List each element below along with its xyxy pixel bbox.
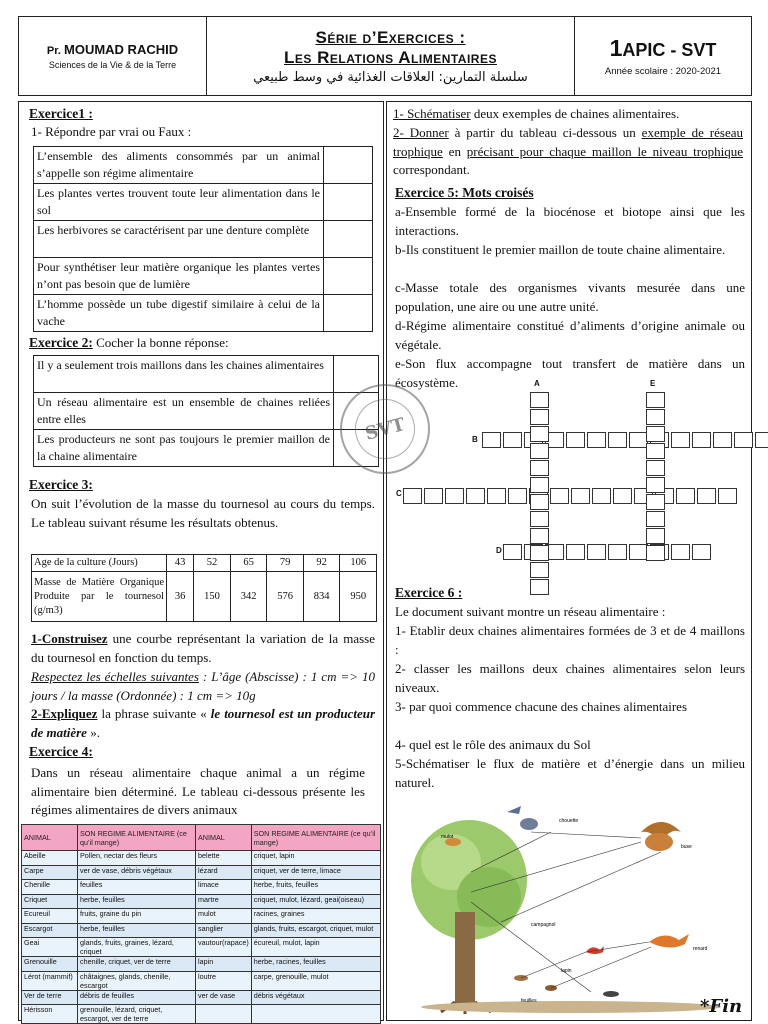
table-row: Abeille Pollen, nectar des fleurs belette criquet, lapin bbox=[22, 851, 381, 866]
answer-cell[interactable] bbox=[324, 258, 373, 295]
page-subtitle: Les Relations Alimentaires bbox=[284, 47, 497, 67]
table-row: Un réseau alimentaire est un ensemble de chaines reliées entre elles bbox=[34, 393, 379, 430]
table-row: Ver de terre débris de feuilles ver de vase débris végétaux bbox=[22, 990, 381, 1005]
arabic-title: سلسلة التمارين: العلاقات الغذائية في وسط طبيعي bbox=[253, 69, 528, 85]
crossword-cell[interactable] bbox=[671, 432, 690, 448]
answer-cell[interactable] bbox=[324, 295, 373, 332]
crossword-cell[interactable] bbox=[646, 460, 665, 476]
diagram-label: buse bbox=[681, 844, 692, 850]
table-row: Il y a seulement trois maillons dans les chaines alimentaires bbox=[34, 356, 379, 393]
table-row: Hérisson grenouille, lézard, criquet, escargot, ver de terre bbox=[22, 1005, 381, 1024]
left-column bbox=[18, 101, 384, 1021]
crossword-cell[interactable] bbox=[587, 544, 606, 560]
table-row: Les herbivores se caractérisent par une denture complète bbox=[34, 221, 373, 258]
crossword-cell[interactable] bbox=[646, 477, 665, 493]
ex3-title: Exercice 3: bbox=[29, 477, 93, 492]
table-row: Criquet herbe, feuilles martre criquet, mulot, lézard, geai(oiseau) bbox=[22, 894, 381, 909]
diagram-label: mulot bbox=[441, 834, 454, 840]
table-row: Chenille feuilles limace herbe, fruits, feuilles bbox=[22, 880, 381, 895]
ex6-intro: Le document suivant montre un réseau alimentaire : bbox=[395, 604, 666, 619]
ex6-q2: 2- classer les maillons deux chaines alimentaires selon leurs niveaux. bbox=[395, 661, 745, 695]
crossword-cell[interactable] bbox=[692, 432, 711, 448]
table-row: Lérot (mammif) châtaignes, glands, chenille, escargot loutre carpe, grenouille, mulot bbox=[22, 971, 381, 990]
tree-trunk-icon bbox=[455, 912, 475, 1004]
table-row: Ecureuil fruits, graine du pin mulot racines, graines bbox=[22, 909, 381, 924]
answer-cell[interactable] bbox=[324, 147, 373, 184]
ex1-title: Exercice1 : bbox=[29, 106, 93, 121]
crossword-letter-a: A bbox=[534, 379, 540, 388]
ex5-title: Exercice 5: Mots croisés bbox=[395, 185, 534, 200]
crossword-cell[interactable] bbox=[530, 511, 549, 527]
crossword-cell[interactable] bbox=[530, 477, 549, 493]
school-year: Année scolaire : 2020-2021 bbox=[604, 66, 722, 77]
level-label: 1APIC - SVT bbox=[609, 35, 717, 61]
crossword-cell[interactable] bbox=[646, 494, 665, 510]
ex3-scale: Respectez les échelles suivantes : L’âge (Abscisse) : 1 cm => 10 jours / la masse (Ordonnée) : 1 cm => 10g bbox=[31, 669, 376, 703]
ex4-title: Exercice 4: bbox=[29, 744, 93, 759]
crossword-cell[interactable] bbox=[530, 579, 549, 595]
fin-label: *Fin bbox=[700, 996, 743, 1017]
author-name: Pr. MOUMAD RACHID bbox=[46, 42, 179, 57]
crossword-cell[interactable] bbox=[566, 432, 585, 448]
diagram-label: renard bbox=[693, 946, 708, 952]
crossword-cell[interactable] bbox=[676, 488, 695, 504]
ex3-intro: On suit l’évolution de la masse du tournesol au cours du temps. Le tableau suivant résume les résultats obtenus. bbox=[31, 496, 375, 530]
crossword-letter-b: B bbox=[472, 435, 478, 444]
ex1-instruction: 1- Répondre par vrai ou Faux : bbox=[31, 124, 192, 139]
crossword-cell[interactable] bbox=[671, 544, 690, 560]
ex5-item-d: d-Régime alimentaire constitué d’aliments d’origine animale ou végétale. bbox=[395, 318, 745, 352]
crossword-cell[interactable] bbox=[592, 488, 611, 504]
crossword-cell[interactable] bbox=[530, 443, 549, 459]
ex6-q4: 4- quel est le rôle des animaux du Sol bbox=[395, 737, 591, 752]
title-block bbox=[207, 17, 575, 95]
crossword-cell[interactable] bbox=[755, 432, 768, 448]
crossword-cell[interactable] bbox=[646, 392, 665, 408]
ex3-question1: 1-Construisez une courbe représentant la variation de la masse du tournesol en fonction du temps. bbox=[31, 631, 375, 665]
crossword-cell[interactable] bbox=[508, 488, 527, 504]
crossword-cell[interactable] bbox=[466, 488, 485, 504]
ex5-item-c: c-Masse totale des organismes vivants mesurée dans une population, une aire ou une autre unité. bbox=[395, 280, 745, 314]
crossword-cell[interactable] bbox=[530, 460, 549, 476]
crossword-cell[interactable] bbox=[403, 488, 422, 504]
answer-cell[interactable] bbox=[324, 184, 373, 221]
crossword-cell[interactable] bbox=[718, 488, 737, 504]
ex6-q5: 5-Schématiser le flux de matière et d’énergie dans un milieu naturel. bbox=[395, 756, 745, 790]
crossword-cell[interactable] bbox=[530, 545, 549, 561]
crossword-cell[interactable] bbox=[530, 494, 549, 510]
diagram-label: feuilles bbox=[521, 998, 537, 1004]
ex2-table bbox=[33, 355, 379, 467]
answer-cell[interactable] bbox=[324, 221, 373, 258]
crossword-cell[interactable] bbox=[646, 409, 665, 425]
crossword-cell[interactable] bbox=[587, 432, 606, 448]
ex4-question2: 2- Donner à partir du tableau ci-dessous un exemple de réseau trophique en précisant pour chaque maillon le niveau trophique correspondant. bbox=[393, 125, 743, 177]
crossword-cell[interactable] bbox=[646, 545, 665, 561]
ex2-heading: Exercice 2: Cocher la bonne réponse: bbox=[29, 335, 229, 350]
ex4-intro: Dans un réseau alimentaire chaque animal a un régime alimentaire bien déterminé. Le tableau ci-dessous présente les régimes alimentaires de divers animaux bbox=[31, 765, 365, 817]
ex3-question2: 2-Expliquez la phrase suivante « le tournesol est un producteur de matière ». bbox=[31, 706, 375, 740]
diagram-label: lapin bbox=[561, 968, 572, 974]
crossword-cell[interactable] bbox=[646, 511, 665, 527]
ex6-q1: 1- Etablir deux chaines alimentaires formées de 3 et de 4 maillons : bbox=[395, 623, 745, 657]
crossword-grid bbox=[387, 102, 753, 602]
table-row: L’homme possède un tube digestif similaire à celui de la vache bbox=[34, 295, 373, 332]
crossword-cell[interactable] bbox=[713, 432, 732, 448]
food-web-illustration bbox=[411, 802, 721, 1014]
crossword-cell[interactable] bbox=[608, 432, 627, 448]
page-title: Série d’Exercices : bbox=[315, 27, 466, 47]
ex5-item-b: b-Ils constituent le premier maillon de toute chaine alimentaire. bbox=[395, 242, 726, 257]
crossword-cell[interactable] bbox=[530, 562, 549, 578]
crossword-cell[interactable] bbox=[487, 488, 506, 504]
crossword-cell[interactable] bbox=[608, 544, 627, 560]
school-stamp: SVT bbox=[340, 384, 430, 474]
table-row: Masse de Matière Organique Produite par le tournesol (g/m3) 36 150 342 576 834 950 bbox=[32, 572, 377, 622]
crossword-cell[interactable] bbox=[697, 488, 716, 504]
table-row: Pour synthétiser leur matière organique les plantes vertes n’ont pas besoin que de lumière bbox=[34, 258, 373, 295]
table-row: Age de la culture (Jours) 43 52 65 79 92 106 bbox=[32, 555, 377, 572]
right-column bbox=[386, 101, 752, 1021]
crossword-cell[interactable] bbox=[530, 426, 549, 442]
crossword-cell[interactable] bbox=[445, 488, 464, 504]
ex4-question1: 1- Schématiser deux exemples de chaines alimentaires. bbox=[393, 106, 680, 121]
table-row: Carpe ver de vase, débris végétaux lézard criquet, ver de terre, limace bbox=[22, 865, 381, 880]
crossword-cell[interactable] bbox=[503, 544, 522, 560]
crossword-letter-d: D bbox=[496, 546, 502, 555]
header bbox=[18, 16, 752, 96]
diagram-label: chouette bbox=[559, 818, 579, 824]
crossword-cell[interactable] bbox=[646, 528, 665, 544]
ex4-regime-table bbox=[21, 824, 381, 1024]
crossword-cell[interactable] bbox=[613, 488, 632, 504]
ex6-q3: 3- par quoi commence chacune des chaines alimentaires bbox=[395, 699, 688, 714]
crossword-letter-e: E bbox=[650, 379, 656, 388]
subject-label: Sciences de la Vie & de la Terre bbox=[48, 60, 177, 70]
table-row: Escargot herbe, feuilles sanglier glands, fruits, escargot, criquet, mulot bbox=[22, 923, 381, 938]
crossword-cell[interactable] bbox=[734, 432, 753, 448]
crossword-cell[interactable] bbox=[571, 488, 590, 504]
level-block bbox=[575, 17, 751, 95]
crossword-cell[interactable] bbox=[646, 443, 665, 459]
table-row: Geai glands, fruits, graines, lézard, criquet vautour(rapace) écureuil, mulot, lapin bbox=[22, 938, 381, 957]
crossword-cell[interactable] bbox=[530, 528, 549, 544]
ex1-table bbox=[33, 146, 373, 332]
crossword-cell[interactable] bbox=[566, 544, 585, 560]
crossword-cell[interactable] bbox=[482, 432, 501, 448]
crossword-cell[interactable] bbox=[530, 392, 549, 408]
ex3-table bbox=[31, 554, 377, 622]
crossword-cell[interactable] bbox=[424, 488, 443, 504]
table-row: Grenouille chenille, criquet, ver de terre lapin herbe, racines, feuilles bbox=[22, 957, 381, 972]
ex6-title: Exercice 6 : bbox=[395, 585, 463, 600]
crossword-cell[interactable] bbox=[550, 488, 569, 504]
crossword-letter-c: C bbox=[396, 489, 402, 498]
crossword-cell[interactable] bbox=[503, 432, 522, 448]
author-block bbox=[19, 17, 207, 95]
table-row: L’ensemble des aliments consommés par un animal s’appelle son régime alimentaire bbox=[34, 147, 373, 184]
table-row: Les plantes vertes trouvent toute leur alimentation dans le sol bbox=[34, 184, 373, 221]
ex5-item-e: e-Son flux accompagne tout transfert de matière dans un écosystème. bbox=[395, 356, 745, 390]
table-header: ANIMAL SON REGIME ALIMENTAIRE (ce qu’il mange) ANIMAL SON REGIME ALIMENTAIRE (ce qu’il mange) bbox=[22, 825, 381, 851]
crossword-cell[interactable] bbox=[692, 544, 711, 560]
diagram-label: campagnol bbox=[531, 922, 556, 928]
crossword-cell[interactable] bbox=[646, 426, 665, 442]
ex5-item-a: a-Ensemble formé de la biocénose et biotope ainsi que les interactions. bbox=[395, 204, 745, 238]
table-row: Les producteurs ne sont pas toujours le premier maillon de la chaine alimentaire bbox=[34, 430, 379, 467]
crossword-cell[interactable] bbox=[530, 409, 549, 425]
